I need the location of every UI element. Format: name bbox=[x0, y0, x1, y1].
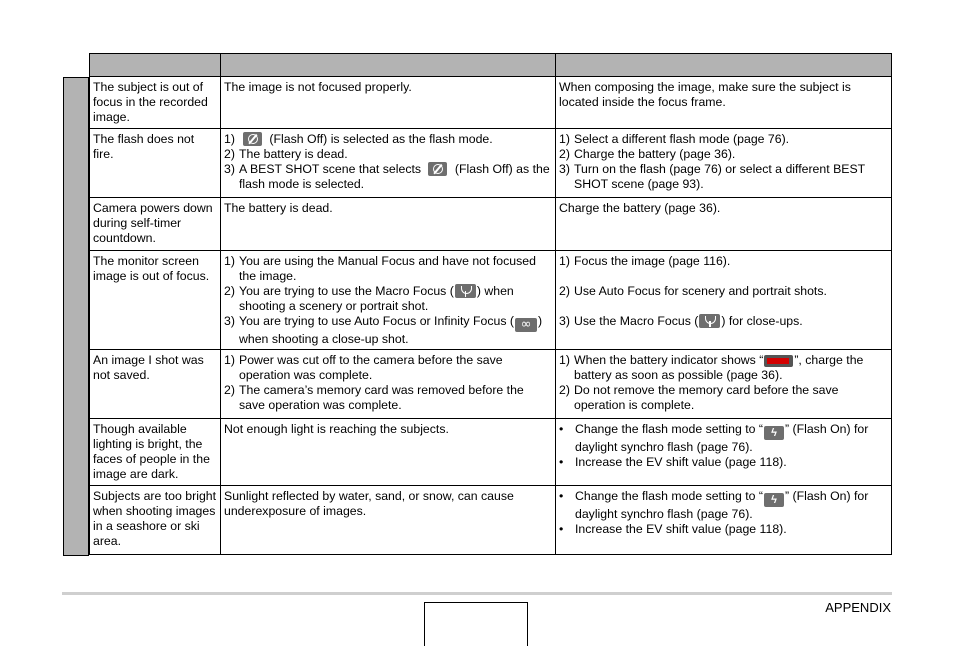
list-spacer bbox=[559, 299, 888, 314]
item-number: 3) bbox=[559, 314, 570, 328]
action-cell bbox=[556, 77, 892, 129]
list-item bbox=[224, 314, 552, 347]
list-item bbox=[559, 132, 888, 147]
action-cell bbox=[556, 350, 892, 419]
flash-on-icon: ϟ bbox=[764, 426, 784, 440]
table-row bbox=[90, 486, 892, 555]
list-item bbox=[559, 383, 888, 413]
cause-text: A BEST SHOT scene that selects bbox=[239, 162, 422, 176]
cause-text: The battery is dead. bbox=[239, 147, 348, 161]
cause-cell bbox=[221, 486, 556, 555]
item-number: 3) bbox=[559, 162, 570, 176]
cause-text: The camera’s memory card was removed before the save operation was complete. bbox=[239, 383, 524, 412]
table-row bbox=[90, 419, 892, 486]
action-text: Use Auto Focus for scenery and portrait shots. bbox=[574, 284, 827, 298]
action-text: Do not remove the memory card before the save operation is complete. bbox=[574, 383, 839, 412]
problem-text: The monitor screen image is out of focus. bbox=[93, 254, 210, 283]
table-row bbox=[90, 350, 892, 419]
cause-text: The image is not focused properly. bbox=[224, 80, 412, 94]
cause-cell bbox=[221, 419, 556, 486]
item-number: 2) bbox=[559, 383, 570, 397]
item-number: 2) bbox=[224, 147, 235, 161]
action-list bbox=[559, 422, 888, 470]
list-item bbox=[224, 353, 552, 383]
cause-text: You are using the Manual Focus and have not focused the image. bbox=[239, 254, 536, 283]
list-item bbox=[559, 422, 888, 455]
action-text: Change the flash mode setting to “ bbox=[575, 489, 763, 503]
problem-cell bbox=[90, 419, 221, 486]
action-cell bbox=[556, 198, 892, 251]
flash-on-icon: ϟ bbox=[764, 493, 784, 507]
action-cell bbox=[556, 486, 892, 555]
problem-cell bbox=[90, 251, 221, 350]
cause-text: You are trying to use the Macro Focus ( bbox=[239, 284, 454, 298]
problem-text: Subjects are too bright when shooting images in a seashore or ski area. bbox=[93, 489, 217, 548]
action-text: ) for close-ups. bbox=[721, 314, 803, 328]
cause-text: ) when shooting a close-up shot. bbox=[239, 314, 543, 346]
problem-cell bbox=[90, 198, 221, 251]
cause-text: You are trying to use Auto Focus or Infinity Focus ( bbox=[239, 314, 514, 328]
cause-text: The battery is dead. bbox=[224, 201, 333, 215]
bullet: • bbox=[559, 422, 564, 436]
cause-text: Not enough light is reaching the subjects. bbox=[224, 422, 449, 436]
problem-cell bbox=[90, 350, 221, 419]
action-list bbox=[559, 489, 888, 537]
item-number: 2) bbox=[559, 147, 570, 161]
item-number: 3) bbox=[224, 314, 235, 328]
problem-text: The subject is out of focus in the recorded image. bbox=[93, 80, 208, 124]
bullet: • bbox=[559, 522, 564, 536]
action-text: ” (Flash On) for daylight synchro flash (page 76). bbox=[575, 489, 869, 521]
list-spacer bbox=[559, 269, 888, 284]
action-cell bbox=[556, 419, 892, 486]
table-row bbox=[90, 251, 892, 350]
cause-text: Sunlight reflected by water, sand, or snow, can cause underexposure of images. bbox=[224, 489, 514, 518]
section-side-tab bbox=[63, 77, 89, 556]
cause-text: Power was cut off to the camera before the save operation was complete. bbox=[239, 353, 503, 382]
list-item bbox=[559, 162, 888, 192]
cause-list bbox=[224, 132, 552, 192]
item-number: 1) bbox=[559, 132, 570, 146]
problem-cell bbox=[90, 77, 221, 129]
cause-list bbox=[224, 254, 552, 347]
table-header-row bbox=[90, 54, 892, 77]
page-number-box bbox=[424, 602, 528, 646]
action-text: Charge the battery (page 36). bbox=[559, 201, 721, 215]
cause-cell bbox=[221, 251, 556, 350]
list-item bbox=[559, 284, 888, 299]
cause-text: (Flash Off) as the flash mode is selected. bbox=[239, 162, 550, 191]
section-label: APPENDIX bbox=[825, 600, 891, 615]
list-item bbox=[224, 132, 552, 147]
list-item bbox=[559, 147, 888, 162]
action-text: ”, charge the battery as soon as possible (page 36). bbox=[574, 353, 864, 382]
list-item bbox=[224, 147, 552, 162]
list-item bbox=[559, 353, 888, 383]
table-row bbox=[90, 198, 892, 251]
item-number: 1) bbox=[224, 132, 235, 146]
action-list bbox=[559, 254, 888, 329]
battery-low-icon bbox=[764, 355, 793, 367]
problem-cell bbox=[90, 129, 221, 198]
cause-cell bbox=[221, 198, 556, 251]
troubleshooting-table bbox=[89, 53, 892, 555]
macro-icon bbox=[699, 314, 720, 328]
list-item bbox=[559, 455, 888, 470]
problem-text: Though available lighting is bright, the faces of people in the image are dark. bbox=[93, 422, 210, 481]
list-item bbox=[224, 383, 552, 413]
cause-cell bbox=[221, 129, 556, 198]
action-text: Focus the image (page 116). bbox=[574, 254, 731, 268]
problem-text: Camera powers down during self-timer countdown. bbox=[93, 201, 213, 245]
cause-text: ) when shooting a scenery or portrait shot. bbox=[239, 284, 514, 313]
header-cell-cause bbox=[221, 54, 556, 77]
problem-cell bbox=[90, 486, 221, 555]
action-text: Increase the EV shift value (page 118). bbox=[575, 522, 787, 536]
macro-icon bbox=[455, 284, 476, 298]
action-text: Change the flash mode setting to “ bbox=[575, 422, 763, 436]
action-cell bbox=[556, 129, 892, 198]
list-item bbox=[559, 489, 888, 522]
cause-list bbox=[224, 353, 552, 413]
action-text: ” (Flash On) for daylight synchro flash (page 76). bbox=[575, 422, 869, 454]
footer-divider bbox=[62, 592, 892, 595]
cause-cell bbox=[221, 77, 556, 129]
action-text: When the battery indicator shows “ bbox=[574, 353, 764, 367]
action-text: When composing the image, make sure the subject is located inside the focus frame. bbox=[559, 80, 851, 109]
item-number: 1) bbox=[559, 353, 570, 367]
infinity-icon: ∞ bbox=[515, 318, 537, 332]
list-item bbox=[224, 254, 552, 284]
item-number: 1) bbox=[224, 353, 235, 367]
problem-text: The flash does not fire. bbox=[93, 132, 195, 161]
flash-off-icon bbox=[428, 162, 447, 176]
action-list bbox=[559, 132, 888, 192]
header-cell-action bbox=[556, 54, 892, 77]
bullet: • bbox=[559, 489, 564, 503]
cause-cell bbox=[221, 350, 556, 419]
list-item bbox=[559, 314, 888, 329]
list-item bbox=[224, 284, 552, 314]
item-number: 1) bbox=[224, 254, 235, 268]
list-item bbox=[224, 162, 552, 192]
action-text: Turn on the flash (page 76) or select a different BEST SHOT scene (page 93). bbox=[574, 162, 865, 191]
action-cell bbox=[556, 251, 892, 350]
table-row bbox=[90, 129, 892, 198]
item-number: 3) bbox=[224, 162, 235, 176]
item-number: 2) bbox=[559, 284, 570, 298]
list-item bbox=[559, 522, 888, 537]
action-text: Charge the battery (page 36). bbox=[574, 147, 736, 161]
item-number: 2) bbox=[224, 284, 235, 298]
action-text: Select a different flash mode (page 76). bbox=[574, 132, 790, 146]
item-number: 2) bbox=[224, 383, 235, 397]
action-list bbox=[559, 353, 888, 413]
action-text: Use the Macro Focus ( bbox=[574, 314, 699, 328]
cause-text: (Flash Off) is selected as the flash mode. bbox=[269, 132, 493, 146]
bullet: • bbox=[559, 455, 564, 469]
problem-text: An image I shot was not saved. bbox=[93, 353, 204, 382]
header-cell-problem bbox=[90, 54, 221, 77]
action-text: Increase the EV shift value (page 118). bbox=[575, 455, 787, 469]
list-item bbox=[559, 254, 888, 269]
flash-off-icon bbox=[243, 132, 262, 146]
item-number: 1) bbox=[559, 254, 570, 268]
table-row bbox=[90, 77, 892, 129]
